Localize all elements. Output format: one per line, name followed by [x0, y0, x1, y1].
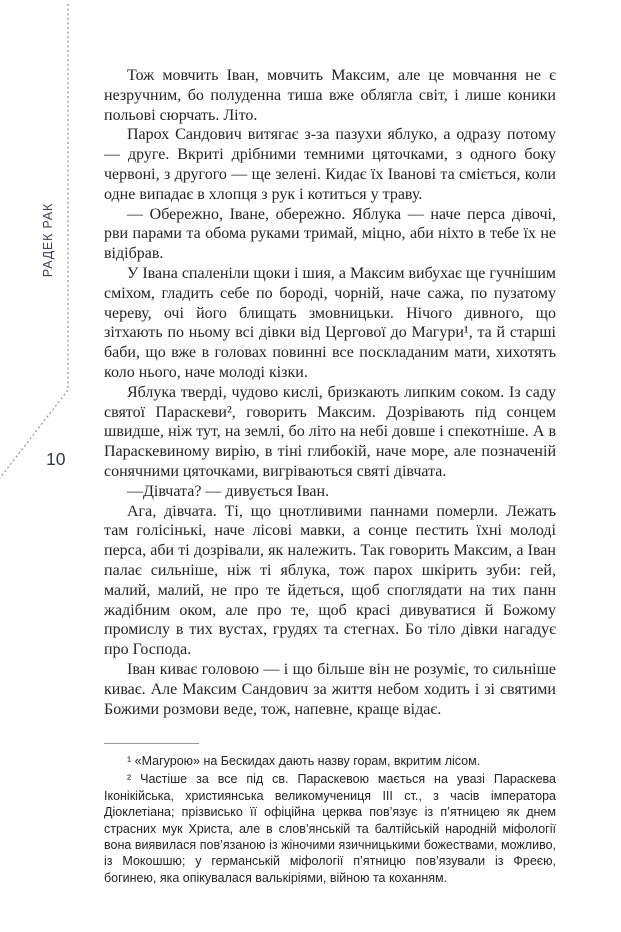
body-paragraph: Іван киває головою — і що більше він не розуміє, то сильніше киває. Але Максим Сандович за життя небом ходить і зі святими Божими розмови веде, тож, напевне, краще відає. — [104, 660, 556, 718]
body-paragraph: У Івана спаленіли щоки і шия, а Максим вибухає ще гучнішим сміхом, гладить себе по бороді, чорній, наче сажа, по пузатому череву, очі його блищать змовницьки. Нічого дивного, що зітхають по ньому всі дівки від Цергової до Магури¹, та й старші баби, що вже в головах повинні все поскладаним мати, хихотять коло нього, наче молоді кізки. — [104, 264, 556, 381]
body-paragraph: Парох Сандович витягає з-за пазухи яблуко, а одразу потому — друге. Вкриті дрібними темними цяточками, з одного боку червоні, з другого — ще зелені. Кидає їх Іванові та сміється, коли одне випадає в хлопця з рук і котиться у траву. — [104, 126, 556, 203]
body-paragraph: Яблука тверді, чудово кислі, бризкають липким соком. Із саду святої Параскеви², говорить Максим. Дозрівають під сонцем швидше, ніж тут, на землі, бо літо на небі довше і спекотніше. А в Параскевиному вирію, в тіні глибокій, наче море, але позначеній сонячними цяточками, вигріваються святі дівчата. — [104, 383, 556, 480]
footnote: ¹ «Магурою» на Бескидах дають назву горам, вкритим лісом. — [127, 754, 481, 768]
body-paragraph: — Обережно, Іване, обережно. Яблука — наче перса дівочі, рви парами та обома руками тримай, міцно, аби ніхто в тебе їх не відібрав. — [104, 205, 556, 263]
running-title: РАДЕК РАК — [41, 202, 55, 278]
page-number: 10 — [46, 449, 66, 469]
footnote-area — [104, 743, 556, 888]
body-paragraph: Тож мовчить Іван, мовчить Максим, але це мовчання не є незручним, бо полуденна тиша вже облягла світ, і лише коники польові сюрчать. Літо. — [104, 67, 556, 124]
footnote: ² Частіше за все під св. Параскевою мається на увазі Параскева Іконікійська, християнська великомучениця III ст., з часів імператора Діоклетіана; прізвисько її офіційна церква пов’язує із п’ятницею як днем страсних мук Христа, але в слов’янській та балтійській народній міфології вона виявилася пов’язаною із жіночими язичницькими божествами, можливо, із Мокошшю; у германській міфології п’ятницю пов’язували із Фреєю, богинею, яка опікувалася валькіріями, війною та коханням. — [104, 772, 556, 885]
body-paragraph: Ага, дівчата. Ті, що цнотливими паннами померли. Лежать там голісінькі, наче лісові мавки, а сонце пестить їхні молоді перса, аби ті дозрівали, як належить. Так говорить Максим, а Іван палає сильніше, ніж ті яблука, тож парох шкірить зуби: гей, малий, малий, не про те йдеться, щоб споглядати на тих панн жадібним оком, але про те, щоб красі дивуватися й Божому промислу в тих вустах, грудях та стегнах. Бо тіло дівки нагадує про Господа. — [104, 502, 556, 659]
body-text-column — [104, 66, 556, 719]
footnote-separator — [104, 743, 199, 744]
body-paragraph: —Дівчата? — дивується Іван. — [127, 482, 330, 500]
